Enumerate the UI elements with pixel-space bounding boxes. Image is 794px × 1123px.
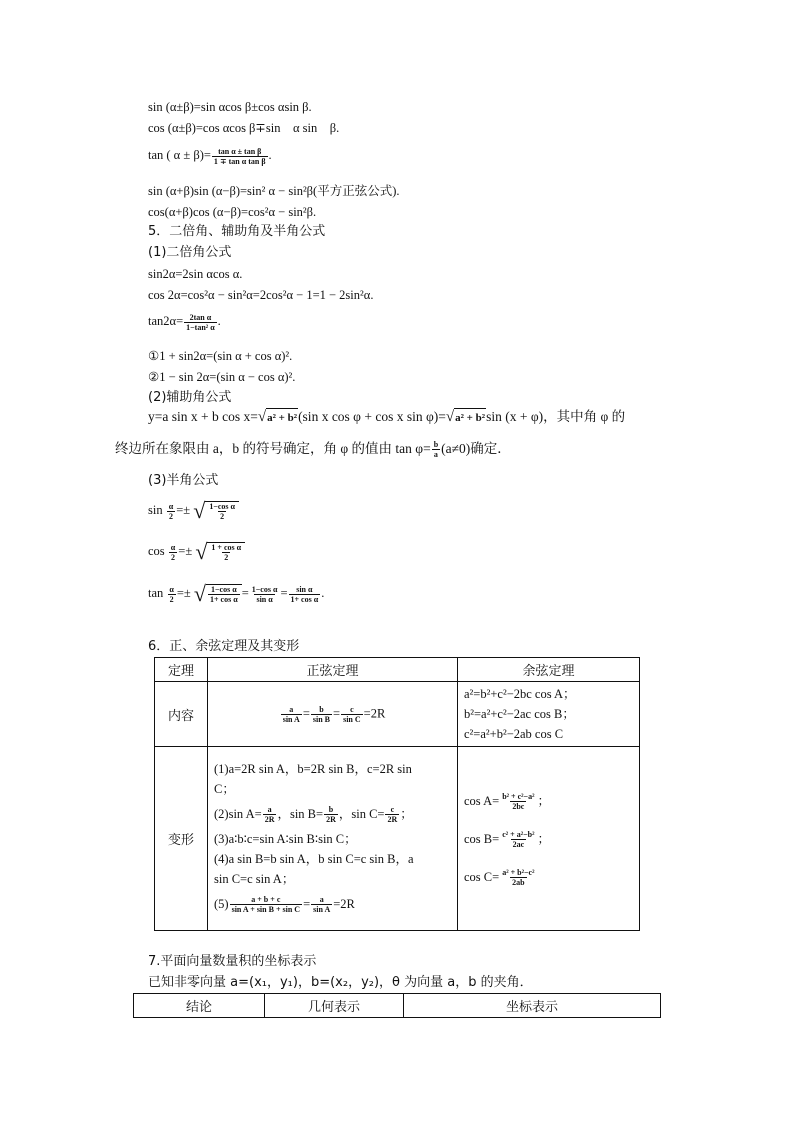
half-cos-lhs: cos	[148, 543, 165, 558]
variant-2-frac-b	[324, 805, 338, 824]
v2-c-den: 2R	[387, 815, 398, 825]
half-angle-fraction	[167, 502, 175, 521]
variant-4b: sin C=c sin A；	[214, 871, 295, 886]
subsection-auxiliary-angle: (2)辅助角公式	[148, 390, 232, 405]
variant-2-end: ；	[400, 806, 413, 821]
formula-half-sin	[148, 500, 239, 522]
half-cos-sqrt: √ $\frac{\text{1 + cos α}}{2}$	[195, 541, 245, 563]
half-sin-numerator: 1−cos α	[209, 502, 235, 511]
plus-minus: =±	[176, 502, 191, 517]
half-sin-denominator: 2	[220, 512, 225, 521]
header-conclusion: 结论	[134, 994, 265, 1018]
half-tan-fraction-2	[250, 585, 280, 604]
v2-c-num: c	[390, 805, 395, 815]
cosine-law-content	[458, 682, 640, 747]
row-label-content: 内容	[155, 682, 208, 747]
tan-lhs: tan ( α ± β)=	[148, 148, 211, 162]
double-tan-dot: .	[217, 314, 221, 328]
equals-1: =	[241, 585, 249, 600]
sine-frac-b-den: sin B	[312, 714, 331, 724]
subsection-double-angle: (1)二倍角公式	[148, 245, 232, 260]
table-row-variants	[155, 747, 640, 931]
cosine-variant-c	[464, 858, 633, 896]
variant-5-pre: (5)	[214, 896, 229, 911]
formula-double-tan	[148, 312, 221, 332]
header-sine-law: 正弦定理	[208, 658, 458, 682]
formula-sum-sin: sin (α±β)=sin αcos β±cos αsin β.	[148, 100, 312, 114]
row-label-variants: 变形	[155, 747, 208, 931]
cosB-den: 2ac	[512, 840, 525, 850]
cosine-law-c: c²=a²+b²−2ab cos C	[464, 727, 564, 741]
aux-radicand: a² + b²	[266, 408, 298, 427]
half-num: α	[168, 501, 174, 511]
cosine-law-variants	[458, 747, 640, 931]
sine-law-content	[208, 682, 458, 747]
sine-eq-2: =	[333, 705, 341, 720]
half-tan-dot: .	[321, 585, 325, 600]
half-tan3-numerator: sin α	[296, 584, 313, 594]
v5-a-den: sin A	[313, 905, 331, 915]
header-geometric: 几何表示	[265, 994, 404, 1018]
formula-double-sin: sin2α=2sin αcos α.	[148, 267, 243, 281]
section-5-heading: 5．二倍角、辅助角及半角公式	[148, 224, 326, 239]
variant-4a: (4)a sin B=b sin A，b sin C=c sin B，a	[214, 851, 414, 866]
variant-5	[214, 889, 451, 919]
sine-frac-b-num: b	[319, 704, 324, 714]
cosA-frac	[500, 792, 536, 811]
cosC-lhs: cos C=	[464, 869, 500, 884]
double-tan-denominator: 1−tan² α	[186, 322, 215, 332]
variant-1b: C；	[214, 781, 235, 796]
header-coordinate: 坐标表示	[404, 994, 661, 1018]
header-theorem: 定理	[155, 658, 208, 682]
v2-a-den: 2R	[264, 815, 275, 825]
half-angle-fraction-3	[167, 585, 175, 604]
v2-a-num: a	[267, 805, 272, 815]
cosA-num: b² + c²−a²	[502, 792, 535, 802]
tan-dot: .	[268, 148, 272, 162]
cosB-lhs: cos B=	[464, 831, 500, 846]
cosC-num: a² + b²−c²	[502, 868, 535, 878]
cosine-variant-b	[464, 820, 633, 858]
half-tan-sqrt: √ $\frac{\text{1−cos α}}{\text{1+ cos α}}$	[194, 583, 242, 605]
sine-frac-c-den: sin C	[343, 714, 361, 724]
subsection-half-angle: (3)半角公式	[148, 473, 219, 488]
section-7-heading: 7.平面向量数量积的坐标表示	[148, 954, 317, 969]
half-den-2: 2	[171, 552, 176, 562]
cosA-den: 2bc	[512, 802, 525, 812]
sine-frac-c-num: c	[350, 704, 354, 714]
half-sin-lhs: sin	[148, 502, 163, 517]
variant-5-frac	[230, 895, 302, 914]
sine-frac-a-num: a	[289, 704, 294, 714]
formula-auxiliary-note	[115, 440, 511, 459]
sine-frac-a-den: sin A	[282, 714, 300, 724]
v5-num: a + b + c	[251, 895, 281, 905]
sine-tail: =2R	[363, 705, 386, 720]
double-tan-lhs: tan2α=	[148, 314, 184, 328]
variant-5-eq: =	[303, 896, 311, 911]
v5-a-num: a	[319, 895, 324, 905]
formula-auxiliary	[148, 408, 625, 427]
half-cos-denominator: 2	[224, 553, 229, 562]
aux-note-text: 终边所在象限由 a，b 的符号确定，角 φ 的值由 tan φ=	[115, 441, 431, 456]
aux-mid: (sin x cos φ + cos x sin φ)=	[298, 409, 446, 424]
formula-square-sin: sin (α+β)sin (α−β)=sin² α − sin²β(平方正弦公式).	[148, 184, 400, 198]
plus-minus-2: =±	[178, 543, 193, 558]
half-tan-fraction-3	[289, 585, 321, 604]
half-tan-numerator: 1−cos α	[211, 585, 237, 594]
cosB-semi: ；	[537, 831, 551, 846]
cosine-law-b: b²=a²+c²−2ac cos B；	[464, 707, 575, 721]
formula-sum-cos: cos (α±β)=cos αcos β∓sin α sin β.	[148, 121, 340, 135]
formula-square-cos: cos(α+β)cos (α−β)=cos²α − sin²β.	[148, 205, 317, 219]
half-tan2-denominator: sin α	[256, 594, 273, 604]
table-header-row	[155, 658, 640, 682]
aux-note-tail: (a≠0)确定．	[441, 441, 511, 456]
cosC-den: 2ab	[512, 878, 525, 888]
half-tan3-denominator: 1+ cos α	[290, 594, 319, 604]
sine-frac-c	[341, 705, 363, 724]
table2-header-row	[134, 994, 661, 1018]
variant-2-frac-a	[263, 805, 277, 824]
half-tan-lhs: tan	[148, 585, 164, 600]
half-angle-fraction-2	[169, 543, 177, 562]
formula-half-tan	[148, 583, 324, 605]
aux-tail: sin (x + φ)，其中角 φ 的	[486, 409, 626, 424]
formula-double-cos: cos 2α=cos²α − sin²α=2cos²α − 1=1 − 2sin²α.	[148, 288, 374, 302]
variant-2-mid2: ，sin C=	[338, 806, 385, 821]
half-tan-denominator: 1+ cos α	[210, 595, 238, 604]
aux-sqrt: √ a² + b²	[257, 409, 298, 426]
formula-sum-tan	[148, 146, 272, 166]
sine-eq-1: =	[302, 705, 310, 720]
double-tan-numerator: 2tan α	[189, 312, 212, 322]
aux-note-denominator: a	[433, 450, 438, 460]
v2-b-den: 2R	[326, 815, 336, 825]
aux-note-fraction	[432, 440, 440, 459]
variant-1a: (1)a=2R sin A，b=2R sin B，c=2R sin	[214, 761, 412, 776]
section-7-intro: 已知非零向量 a=(x₁，y₁)，b=(x₂，y₂)，θ 为向量 a，b 的夹角．	[148, 975, 533, 990]
cosine-law-a: a²=b²+c²−2bc cos A；	[464, 687, 576, 701]
sine-law-variants	[208, 747, 458, 931]
v2-b-num: b	[328, 805, 334, 815]
variant-5-frac-2	[311, 895, 332, 914]
cosine-variant-a	[464, 782, 633, 820]
half-den-3: 2	[169, 594, 174, 604]
half-den: 2	[168, 511, 173, 521]
equals-2: =	[280, 585, 288, 600]
aux-sqrt-2: √ a² + b²	[445, 409, 486, 426]
half-cos-numerator: 1 + cos α	[211, 543, 242, 552]
variant-2	[214, 799, 451, 829]
half-tan2-numerator: 1−cos α	[251, 584, 278, 594]
variant-2-frac-c	[385, 805, 399, 824]
cosB-num: c² + a²−b²	[502, 830, 535, 840]
formula-corollary-1: ①1 + sin2α=(sin α + cos α)².	[148, 349, 293, 363]
section-6-heading: 6．正、余弦定理及其变形	[148, 639, 300, 654]
half-num-2: α	[170, 542, 176, 552]
tan-numerator: tan α ± tan β	[218, 146, 262, 156]
cosC-frac	[500, 868, 536, 887]
variant-2-pre: (2)sin A=	[214, 806, 262, 821]
variant-3: (3)a∶b∶c=sin A∶sin B∶sin C；	[214, 831, 357, 846]
v5-den: sin A + sin B + sin C	[231, 905, 301, 915]
half-sin-sqrt: √ $\frac{\text{1−cos α}}{2}$	[193, 500, 239, 522]
sine-cosine-law-table	[154, 657, 640, 931]
cosB-frac	[500, 830, 536, 849]
vector-dot-product-table	[133, 993, 661, 1018]
variant-5-end: =2R	[333, 896, 355, 911]
formula-half-cos	[148, 541, 245, 563]
formula-corollary-2: ②1 − sin 2α=(sin α − cos α)².	[148, 370, 296, 384]
tan-fraction	[212, 147, 268, 166]
tan-denominator: 1 ∓ tan α tan β	[213, 156, 266, 166]
cosA-lhs: cos A=	[464, 793, 500, 808]
double-tan-fraction	[184, 313, 217, 332]
aux-radicand-2: a² + b²	[454, 408, 486, 427]
sine-frac-a	[281, 705, 302, 724]
aux-lhs: y=a sin x + b cos x=	[148, 409, 258, 424]
variant-2-mid1: ，sin B=	[277, 806, 324, 821]
cosA-semi: ；	[537, 793, 551, 808]
aux-note-numerator: b	[433, 440, 439, 450]
header-cosine-law: 余弦定理	[458, 658, 640, 682]
table-row-content	[155, 682, 640, 747]
half-num-3: α	[169, 584, 174, 594]
plus-minus-3: =±	[176, 585, 191, 600]
sine-frac-b	[311, 705, 332, 724]
